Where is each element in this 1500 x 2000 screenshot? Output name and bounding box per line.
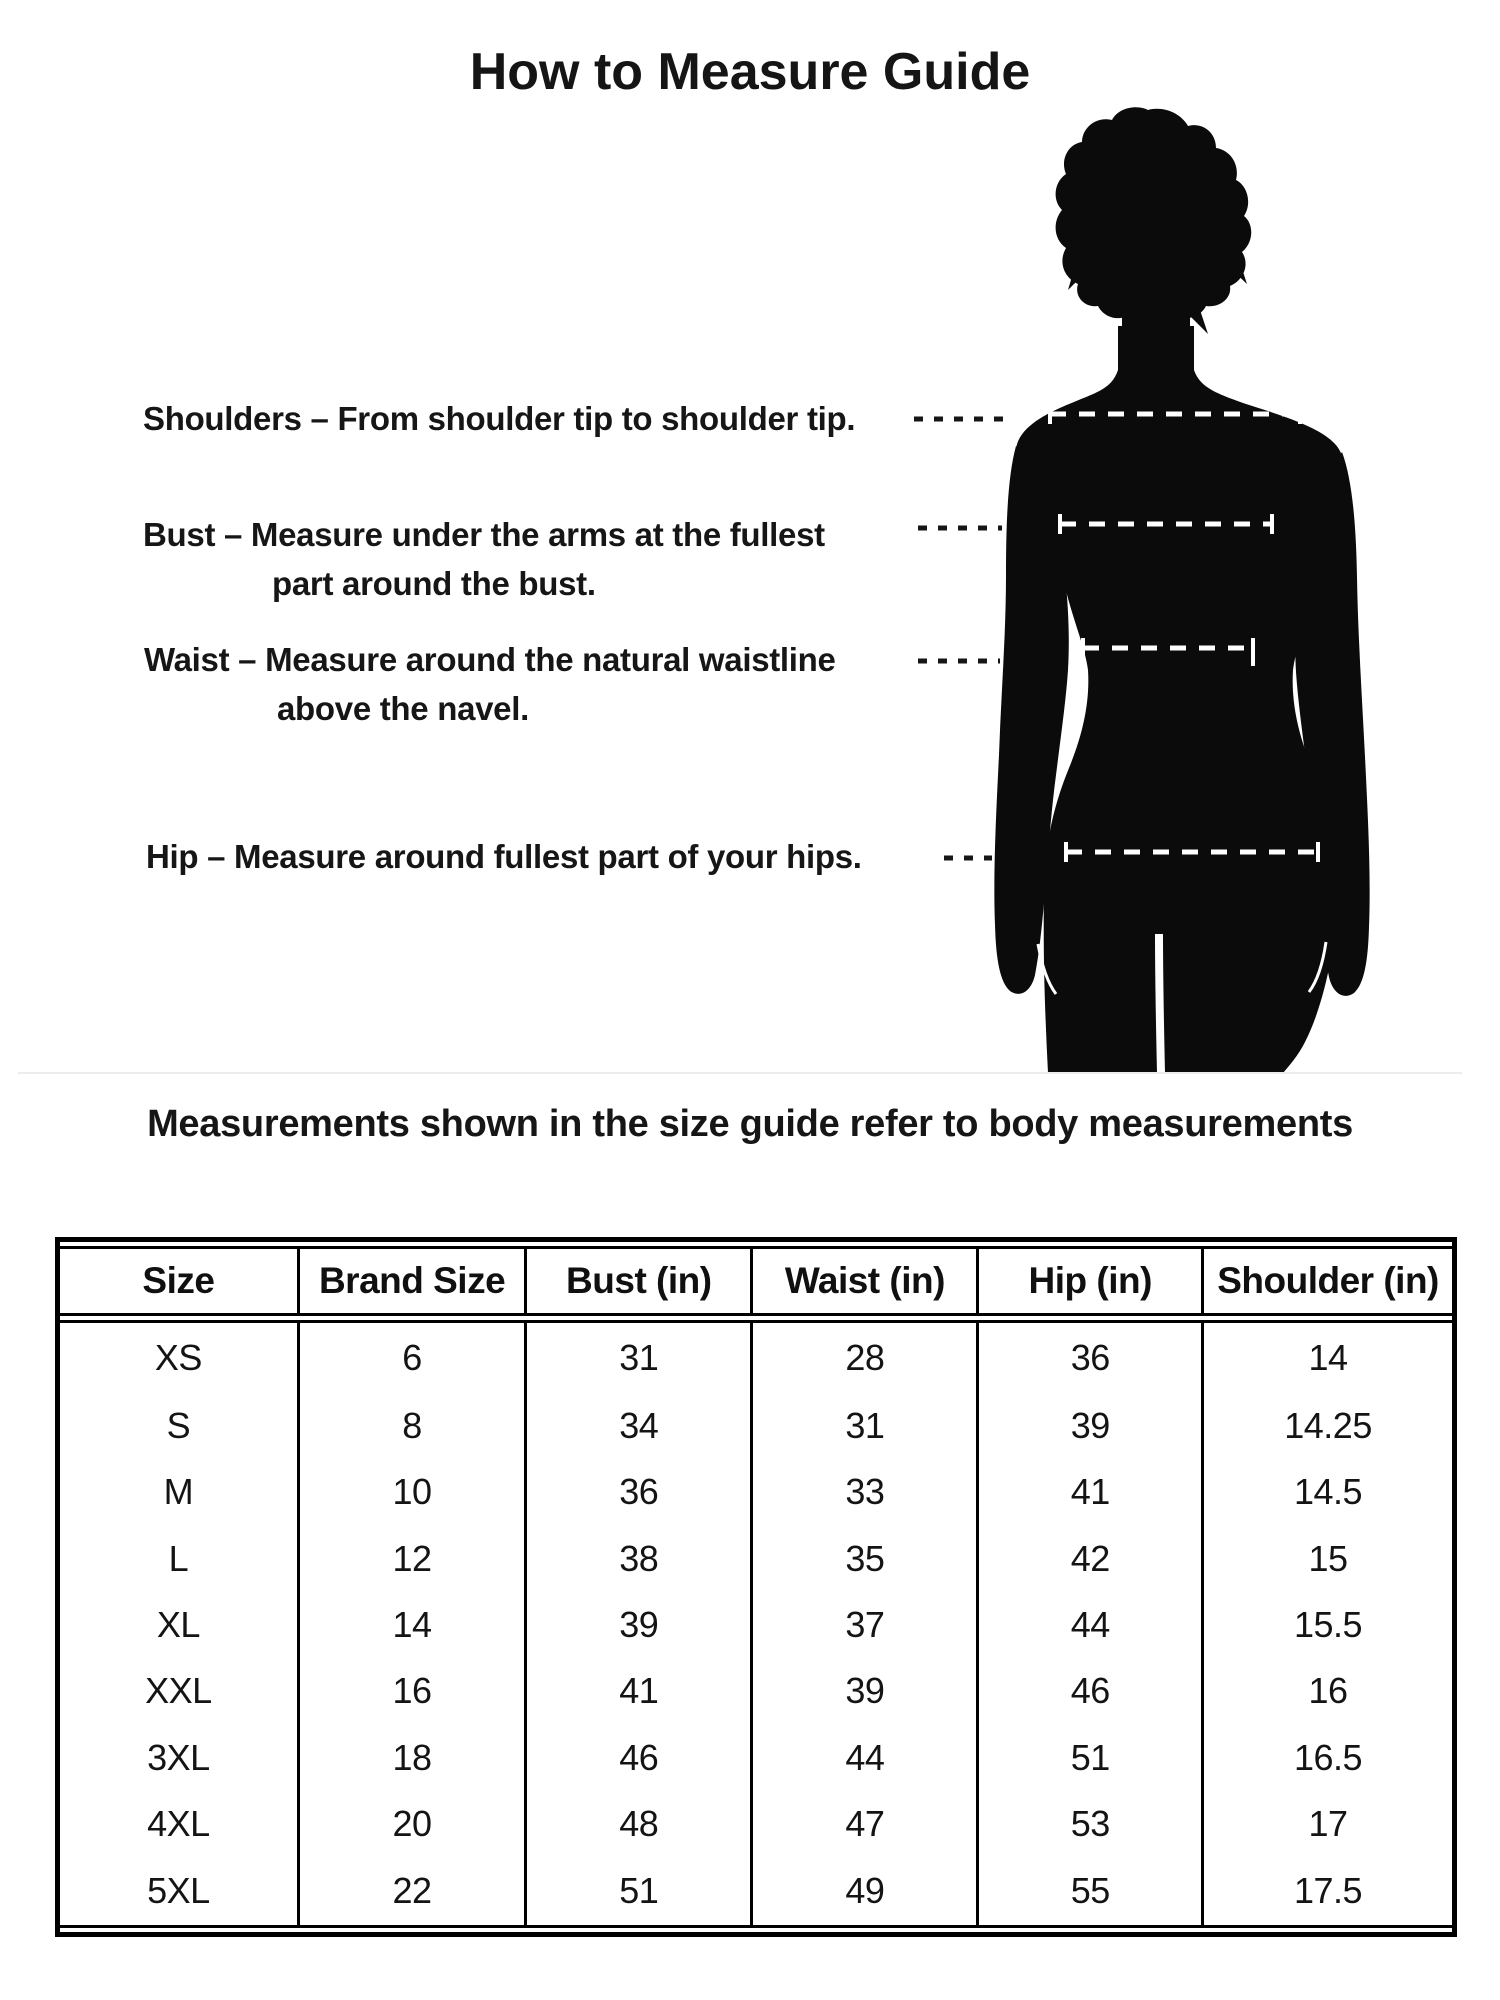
table-cell: L bbox=[168, 1537, 189, 1579]
bust-label-line1: Bust – Measure under the arms at the fullest bbox=[143, 516, 825, 553]
table-cell: 49 bbox=[752, 1858, 978, 1927]
table-row bbox=[60, 1658, 1452, 1724]
table-row bbox=[60, 1525, 1452, 1591]
table-cell: 44 bbox=[978, 1592, 1203, 1658]
table-row bbox=[60, 1318, 1452, 1392]
column-header: Brand Size bbox=[298, 1248, 525, 1319]
table-cell: 16.5 bbox=[1203, 1725, 1452, 1791]
table-cell: 12 bbox=[298, 1525, 525, 1591]
table-cell: XL bbox=[156, 1603, 200, 1645]
header-row bbox=[60, 1248, 1452, 1319]
table-cell: 36 bbox=[526, 1459, 752, 1525]
legs bbox=[1044, 898, 1338, 1073]
table-cell: 15 bbox=[1203, 1525, 1452, 1591]
table-row bbox=[60, 1459, 1452, 1525]
table-cell: 37 bbox=[752, 1592, 978, 1658]
table-cell: 17 bbox=[1203, 1791, 1452, 1857]
table-cell: 41 bbox=[526, 1658, 752, 1724]
table-cell: 46 bbox=[526, 1725, 752, 1791]
table-row bbox=[60, 1392, 1452, 1458]
table-cell: 20 bbox=[298, 1791, 525, 1857]
table-cell: 4XL bbox=[147, 1803, 210, 1845]
size-table bbox=[55, 1237, 1457, 1937]
table-cell: 35 bbox=[752, 1525, 978, 1591]
table-cell: 38 bbox=[526, 1525, 752, 1591]
table-cell: 48 bbox=[526, 1791, 752, 1857]
table-cell: 14 bbox=[298, 1592, 525, 1658]
column-header: Size bbox=[60, 1248, 298, 1319]
table-cell: 15.5 bbox=[1203, 1592, 1452, 1658]
page-title: How to Measure Guide bbox=[469, 43, 1031, 101]
table-cell: 31 bbox=[526, 1318, 752, 1392]
table-cell: 22 bbox=[298, 1858, 525, 1927]
table-cell: 14 bbox=[1203, 1318, 1452, 1392]
table-cell: 17.5 bbox=[1203, 1858, 1452, 1927]
body-silhouette-figure bbox=[880, 100, 1420, 1080]
table-cell: 41 bbox=[978, 1459, 1203, 1525]
table-cell: 8 bbox=[298, 1392, 525, 1458]
waist-label-line2: above the navel. bbox=[277, 690, 529, 727]
column-header: Hip (in) bbox=[978, 1248, 1203, 1319]
table-cell: 39 bbox=[978, 1392, 1203, 1458]
waist-label-line1: Waist – Measure around the natural waistline bbox=[144, 641, 836, 678]
leader-lines bbox=[914, 419, 1008, 858]
table-cell: 14.5 bbox=[1203, 1459, 1452, 1525]
leg-gap bbox=[1159, 934, 1161, 1073]
size-guide-note: Measurements shown in the size guide refer to body measurements bbox=[147, 1103, 1353, 1145]
table-cell: 51 bbox=[978, 1725, 1203, 1791]
table-cell: 18 bbox=[298, 1725, 525, 1791]
photo-bottom-edge bbox=[18, 1072, 1462, 1074]
table-row bbox=[60, 1592, 1452, 1658]
bust-label-line2: part around the bust. bbox=[272, 565, 596, 602]
size-table-header bbox=[60, 1248, 1452, 1319]
table-cell: 5XL bbox=[147, 1870, 210, 1912]
table-cell: 53 bbox=[978, 1791, 1203, 1857]
table-row bbox=[60, 1858, 1452, 1927]
table-cell: 28 bbox=[752, 1318, 978, 1392]
table-cell: XS bbox=[154, 1336, 202, 1378]
table-cell: S bbox=[166, 1404, 191, 1446]
head bbox=[1102, 186, 1210, 318]
table-cell: 47 bbox=[752, 1791, 978, 1857]
table-cell: 6 bbox=[298, 1318, 525, 1392]
table-row bbox=[60, 1791, 1452, 1857]
table-row bbox=[60, 1725, 1452, 1791]
table-cell: XXL bbox=[145, 1670, 212, 1712]
table-cell: 46 bbox=[978, 1658, 1203, 1724]
table-cell: 42 bbox=[978, 1525, 1203, 1591]
column-header: Bust (in) bbox=[526, 1248, 752, 1319]
column-header: Shoulder (in) bbox=[1203, 1248, 1452, 1319]
shoulders-label: Shoulders – From shoulder tip to shoulder tip. bbox=[143, 400, 856, 437]
table-cell: 33 bbox=[752, 1459, 978, 1525]
table-cell: 14.25 bbox=[1203, 1392, 1452, 1458]
table-cell: 39 bbox=[526, 1592, 752, 1658]
column-header: Waist (in) bbox=[752, 1248, 978, 1319]
table-cell: 44 bbox=[752, 1725, 978, 1791]
table-cell: 34 bbox=[526, 1392, 752, 1458]
table-cell: 39 bbox=[752, 1658, 978, 1724]
table-cell: 3XL bbox=[147, 1736, 210, 1778]
table-cell: 16 bbox=[1203, 1658, 1452, 1724]
table-cell: 31 bbox=[752, 1392, 978, 1458]
table-cell: 36 bbox=[978, 1318, 1203, 1392]
woman-silhouette bbox=[994, 107, 1369, 1073]
size-table-grid bbox=[60, 1246, 1452, 1928]
size-table-body bbox=[60, 1318, 1452, 1927]
table-cell: M bbox=[163, 1471, 194, 1513]
table-cell: 10 bbox=[298, 1459, 525, 1525]
table-cell: 55 bbox=[978, 1858, 1203, 1927]
table-cell: 51 bbox=[526, 1858, 752, 1927]
hip-label: Hip – Measure around fullest part of your hips. bbox=[146, 838, 862, 875]
table-cell: 16 bbox=[298, 1658, 525, 1724]
